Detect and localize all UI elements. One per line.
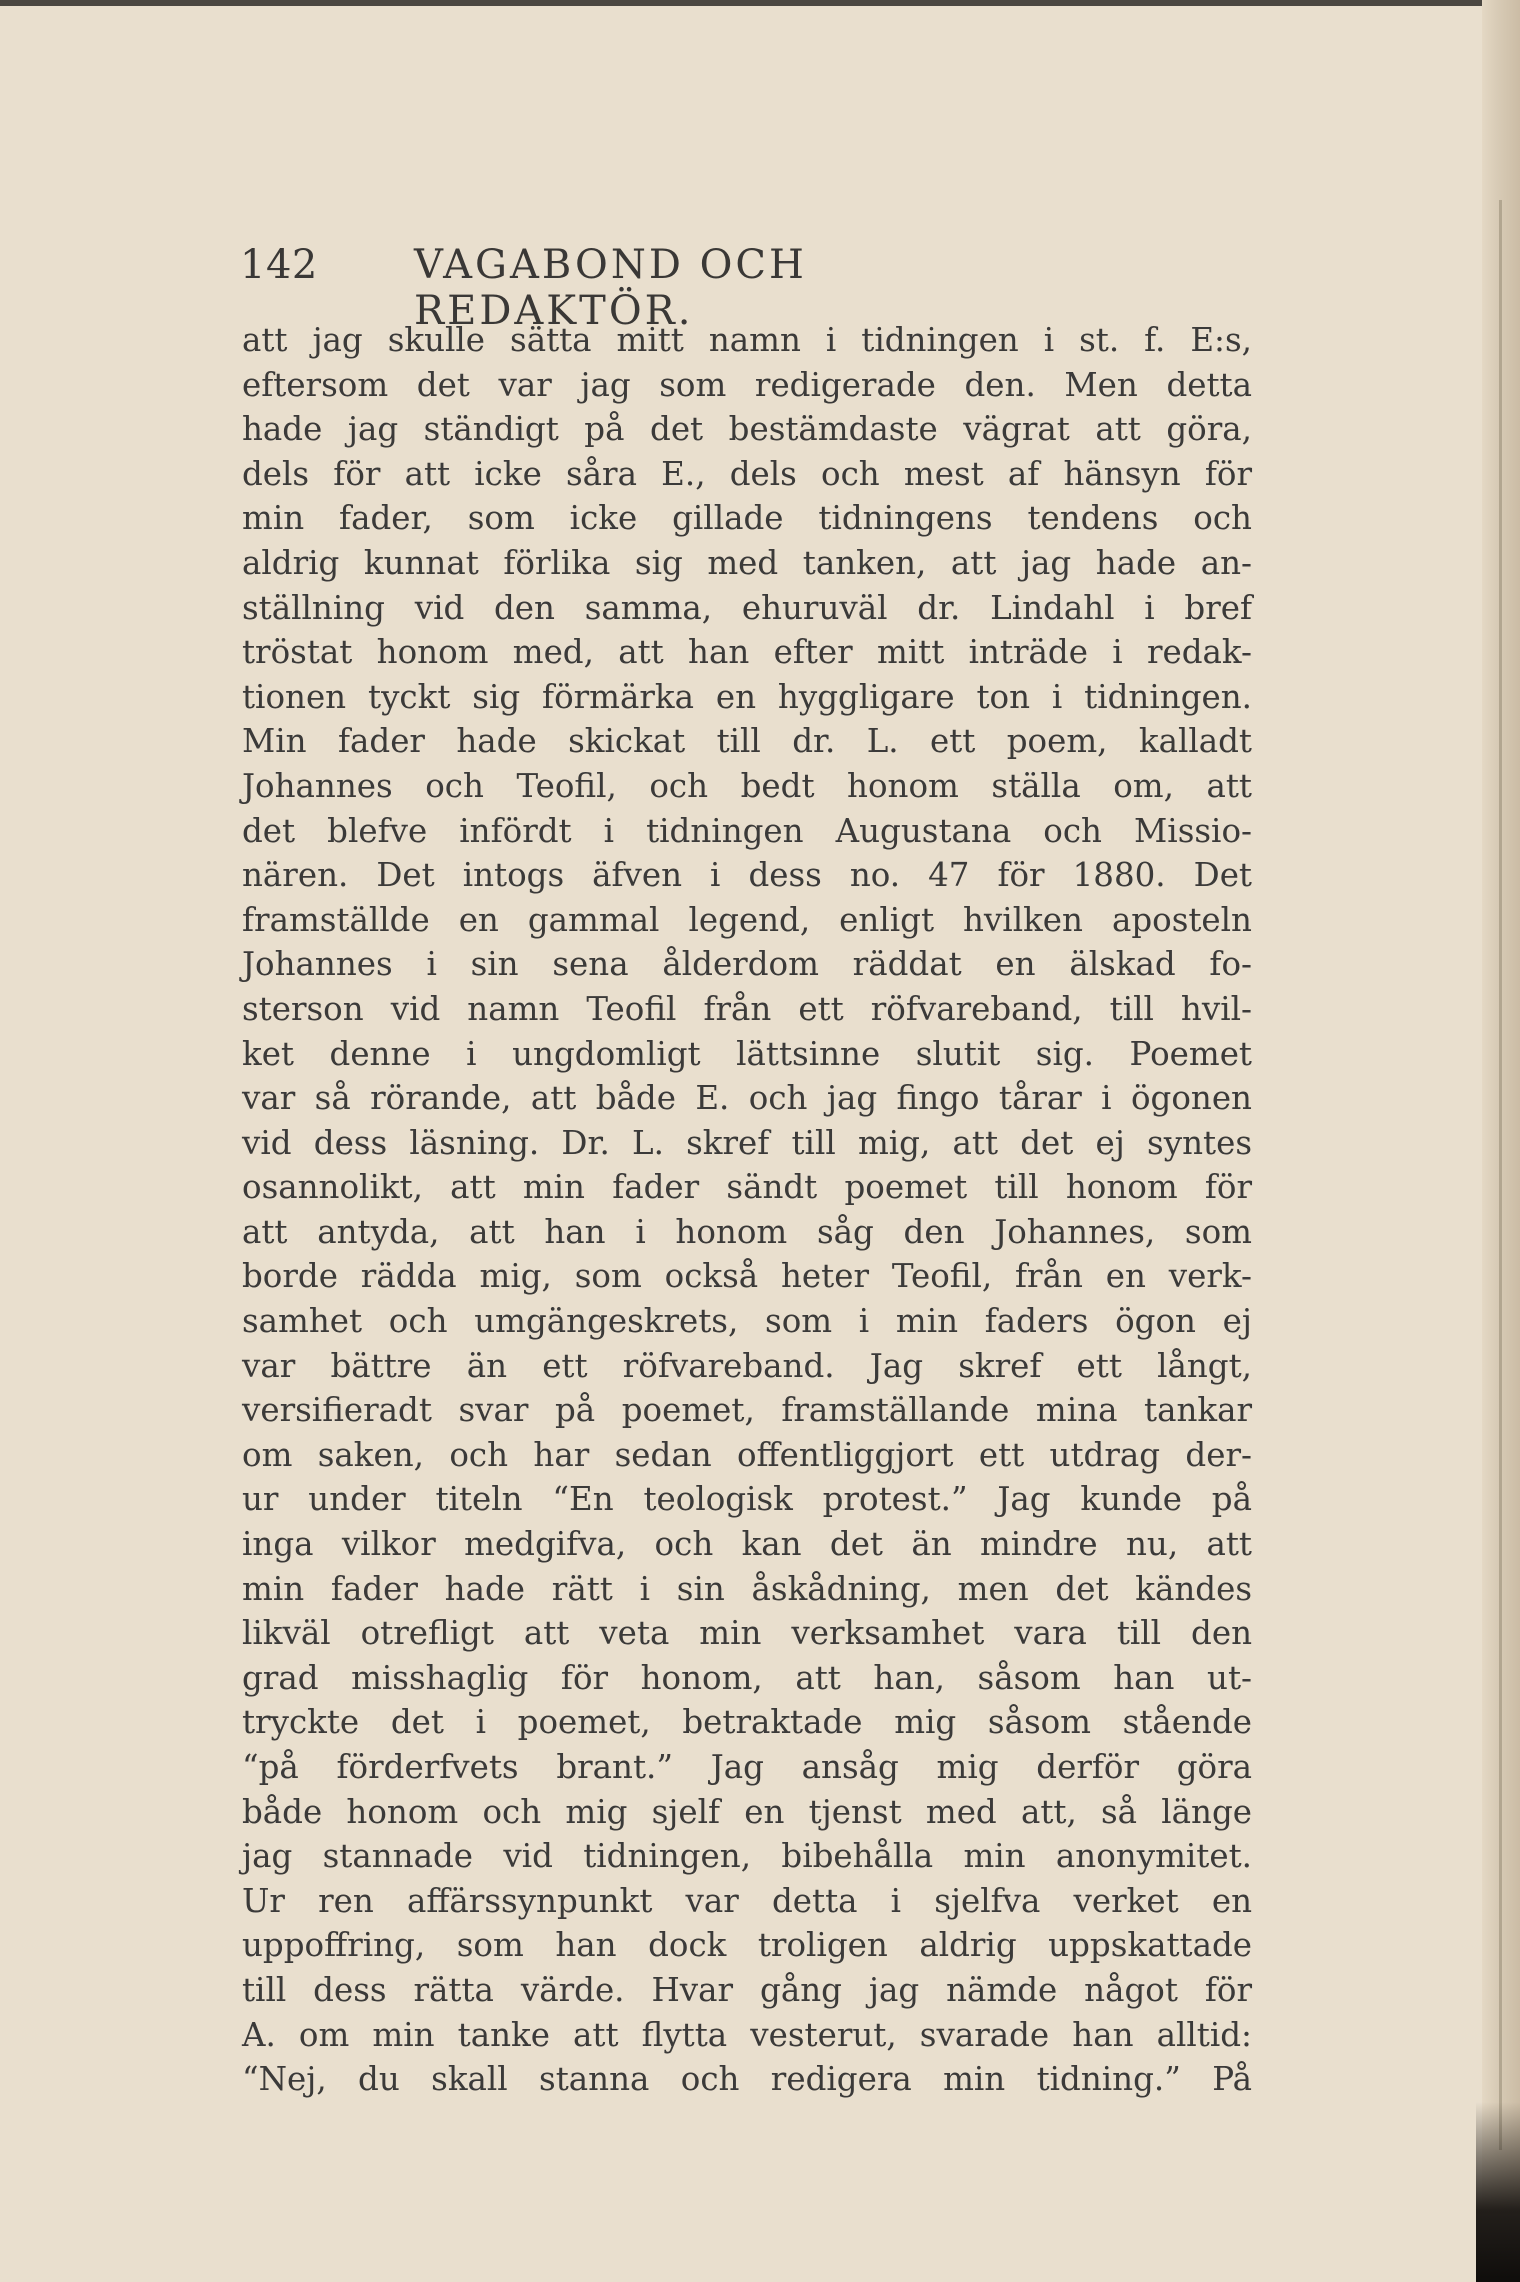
corner-shadow — [1476, 2102, 1520, 2282]
text-line: borde rädda mig, som också heter Teofil, från en verk- — [242, 1257, 1252, 1296]
text-line: det blefve infördt i tidningen Augustana och Missio- — [242, 811, 1252, 850]
text-line: min fader, som icke gillade tidningens tendens och — [242, 499, 1252, 538]
text-line: likväl otrefligt att veta min verksamhet vara till den — [242, 1614, 1252, 1653]
text-line: Ur ren affärssynpunkt var detta i sjelfva verket en — [242, 1881, 1252, 1920]
text-line: om saken, och har sedan offentliggjort ett utdrag der- — [242, 1435, 1252, 1474]
text-line: Johannes och Teofil, och bedt honom ställa om, att — [242, 766, 1252, 805]
text-line: till dess rätta värde. Hvar gång jag nämde något för — [242, 1970, 1252, 2009]
text-line: att antyda, att han i honom såg den Johannes, som — [242, 1212, 1252, 1251]
top-edge-shadow — [0, 0, 1520, 6]
text-line: grad misshaglig för honom, att han, såsom han ut- — [242, 1658, 1252, 1697]
text-line: tionen tyckt sig förmärka en hyggligare ton i tidningen. — [242, 677, 1252, 716]
text-line: samhet och umgängeskrets, som i min faders ögon ej — [242, 1302, 1252, 1341]
page-gutter-edge — [1482, 0, 1520, 2282]
text-line: sterson vid namn Teofil från ett röfvareband, till hvil- — [242, 989, 1252, 1028]
text-line: min fader hade rätt i sin åskådning, men det kändes — [242, 1569, 1252, 1608]
text-line: uppoffring, som han dock troligen aldrig uppskattade — [242, 1926, 1252, 1965]
text-line: versifieradt svar på poemet, framställande mina tankar — [242, 1391, 1252, 1430]
text-line: “Nej, du skall stanna och redigera min tidning.” På — [242, 2060, 1252, 2099]
text-line: tröstat honom med, att han efter mitt inträde i redak- — [242, 633, 1252, 672]
page-header — [240, 242, 1050, 334]
text-line: osannolikt, att min fader sändt poemet till honom för — [242, 1168, 1252, 1207]
text-line: dels för att icke såra E., dels och mest af hänsyn för — [242, 454, 1252, 493]
text-line: framställde en gammal legend, enligt hvilken aposteln — [242, 900, 1252, 939]
text-line: Johannes i sin sena ålderdom räddat en älskad fo- — [242, 945, 1252, 984]
running-title: VAGABOND OCH REDAKTÖR. — [414, 242, 807, 334]
text-line: aldrig kunnat förlika sig med tanken, att jag hade an- — [242, 543, 1252, 582]
text-line: var så rörande, att både E. och jag fingo tårar i ögonen — [242, 1079, 1252, 1118]
text-line: A. om min tanke att flytta vesterut, svarade han alltid: — [242, 2015, 1252, 2054]
text-line: att jag skulle sätta mitt namn i tidningen i st. f. E:s, — [242, 321, 1252, 359]
text-line: ur under titeln “En teologisk protest.” Jag kunde på — [242, 1480, 1252, 1519]
text-line: hade jag ständigt på det bestämdaste vägrat att göra, — [242, 410, 1252, 449]
text-line: Min fader hade skickat till dr. L. ett poem, kalladt — [242, 722, 1252, 761]
page-number: 142 — [240, 242, 318, 288]
text-line: tryckte det i poemet, betraktade mig såsom stående — [242, 1703, 1252, 1742]
text-line: nären. Det intogs äfven i dess no. 47 för 1880. Det — [242, 856, 1252, 895]
text-line: ket denne i ungdomligt lättsinne slutit sig. Poemet — [242, 1034, 1252, 1073]
gutter-line — [1499, 200, 1502, 2150]
text-line: inga vilkor medgifva, och kan det än mindre nu, att — [242, 1525, 1252, 1564]
text-line: var bättre än ett röfvareband. Jag skref ett långt, — [242, 1346, 1252, 1385]
text-line: eftersom det var jag som redigerade den. Men detta — [242, 365, 1252, 404]
text-line: “på förderfvets brant.” Jag ansåg mig derför göra — [242, 1748, 1252, 1786]
text-line: vid dess läsning. Dr. L. skref till mig, att det ej syntes — [242, 1123, 1252, 1162]
text-line: både honom och mig sjelf en tjenst med att, så länge — [242, 1792, 1252, 1831]
text-line: ställning vid den samma, ehuruväl dr. Lindahl i bref — [242, 588, 1252, 627]
text-line: jag stannade vid tidningen, bibehålla min anonymitet. — [242, 1837, 1252, 1876]
body-text — [242, 318, 1252, 2102]
